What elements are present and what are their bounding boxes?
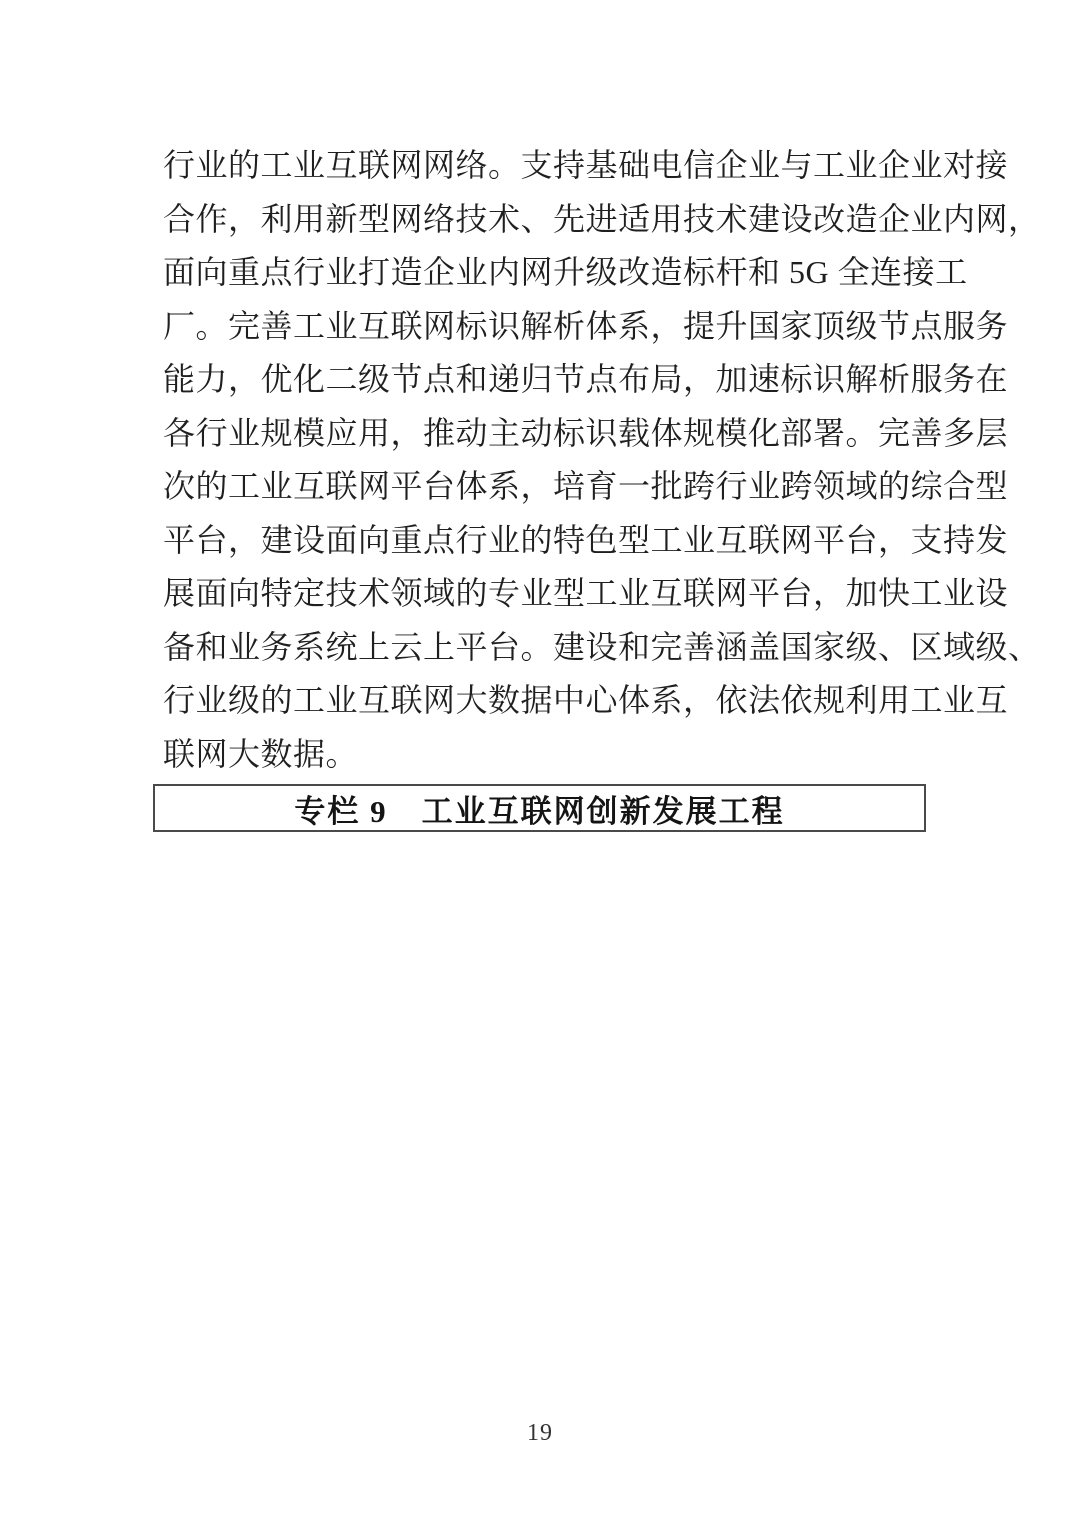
page-number: 19: [527, 1420, 553, 1446]
paragraph-line: 平台，建设面向重点行业的特色型工业互联网平台，支持发: [163, 521, 1009, 558]
callout-box: [153, 784, 926, 832]
paragraph-line: 各行业规模应用，推动主动标识载体规模化部署。完善多层: [163, 414, 1009, 451]
paragraph-line: 备和业务系统上云上平台。建设和完善涵盖国家级、区域级、: [163, 628, 1041, 665]
paragraph-line: 能力，优化二级节点和递归节点布局，加速标识解析服务在: [163, 361, 1009, 397]
paragraph-line: 行业级的工业互联网大数据中心体系，依法依规利用工业互: [163, 682, 1009, 718]
paragraph-line: 厂。完善工业互联网标识解析体系，提升国家顶级节点服务: [163, 307, 1009, 344]
paragraph-line: 次的工业互联网平台体系，培育一批跨行业跨领域的综合型: [163, 468, 1009, 504]
paragraph-line: 合作，利用新型网络技术、先进适用技术建设改造企业内网，: [163, 200, 1041, 237]
paragraph-line: 联网大数据。: [163, 735, 359, 772]
paragraph-line: 行业的工业互联网网络。支持基础电信企业与工业企业对接: [163, 147, 1009, 183]
paragraph-line: 展面向特定技术领域的专业型工业互联网平台，加快工业设: [163, 575, 1009, 611]
callout-label: 专栏 9: [294, 793, 388, 829]
callout-title: 工业互联网创新发展工程: [421, 793, 785, 829]
paragraph-line: 面向重点行业打造企业内网升级改造标杆和 5G 全连接工: [163, 254, 968, 290]
body-paragraph: [163, 139, 1041, 781]
